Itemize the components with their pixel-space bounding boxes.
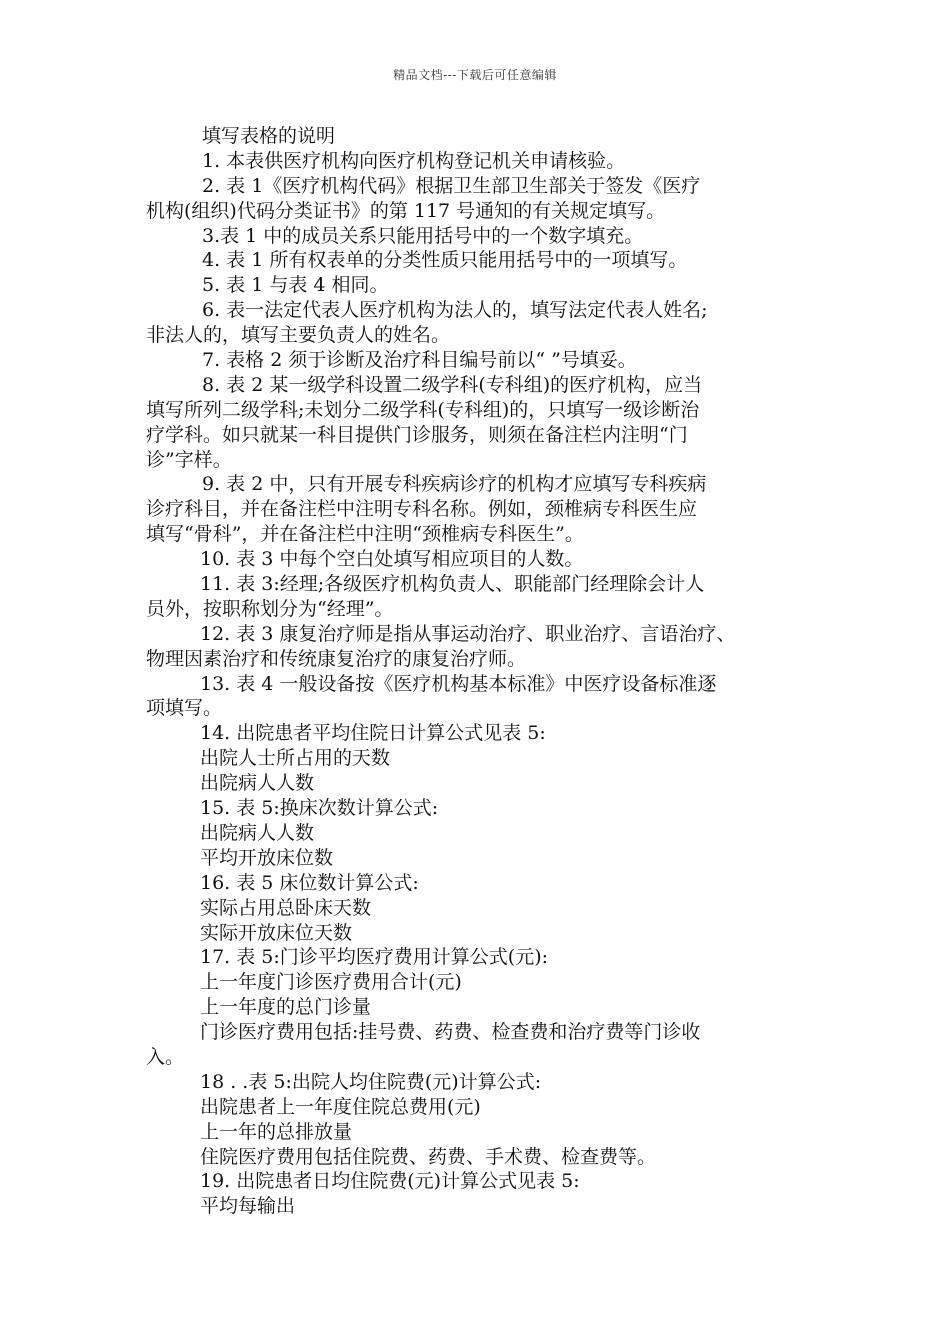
text-line: 实际开放床位天数: [200, 921, 353, 944]
text-line: 3.表 1 中的成员关系只能用括号中的一个数字填充。: [202, 224, 644, 247]
text-line: 11. 表 3:经理;各级医疗机构负责人、职能部门经理除会计人: [200, 573, 705, 596]
text-line: 物理因素治疗和传统康复治疗的康复治疗师。: [146, 647, 527, 670]
text-line: 7. 表格 2 须于诊断及治疗科目编号前以“ ”号填妥。: [202, 349, 637, 372]
text-line: 18 . .表 5:出院人均住院费(元)计算公式:: [200, 1070, 542, 1093]
text-line: 上一年度的总门诊量: [200, 996, 372, 1019]
text-line: 填写表格的说明: [202, 125, 336, 147]
text-line: 12. 表 3 康复治疗师是指从事运动治疗、职业治疗、言语治疗、: [200, 622, 736, 645]
text-line: 上一年度门诊医疗费用合计(元): [200, 971, 462, 994]
text-line: 入。: [146, 1045, 185, 1068]
text-line: 2. 表 1《医疗机构代码》根据卫生部卫生部关于签发《医疗: [202, 174, 701, 197]
text-line: 5. 表 1 与表 4 相同。: [202, 274, 389, 297]
text-line: 诊疗科目，并在备注栏中注明专科名称。例如，颈椎病专科医生应: [146, 498, 698, 521]
text-line: 15. 表 5:换床次数计算公式:: [200, 797, 439, 820]
text-line: 19. 出院患者日均住院费(元)计算公式见表 5:: [200, 1170, 580, 1193]
text-line: 疗学科。如只就某一科目提供门诊服务，则须在备注栏内注明“门: [146, 423, 688, 446]
text-line: 出院患者上一年度住院总费用(元): [200, 1095, 481, 1118]
text-line: 出院病人人数: [200, 772, 315, 795]
text-line: 4. 表 1 所有权表单的分类性质只能用括号中的一项填写。: [202, 249, 688, 272]
text-line: 1. 本表供医疗机构向医疗机构登记机关申请核验。: [202, 149, 626, 172]
text-line: 8. 表 2 某一级学科设置二级学科(专科组)的医疗机构，应当: [202, 373, 703, 396]
text-line: 实际占用总卧床天数: [200, 896, 372, 919]
text-line: 门诊医疗费用包括:挂号费、药费、检查费和治疗费等门诊收: [200, 1021, 701, 1044]
document-body: [146, 124, 816, 1219]
text-line: 员外，按职称划分为“经理”。: [146, 597, 394, 620]
text-line: 出院人士所占用的天数: [200, 747, 391, 770]
text-line: 9. 表 2 中，只有开展专科疾病诊疗的机构才应填写专科疾病: [202, 473, 707, 496]
text-line: 填写“骨科”，并在备注栏中注明“颈椎病专科医生”。: [146, 523, 584, 546]
text-line: 出院病人人数: [200, 821, 315, 844]
text-line: 平均开放床位数: [200, 846, 334, 869]
text-line: 平均每输出: [200, 1195, 296, 1218]
text-line: 机构(组织)代码分类证书》的第 117 号通知的有关规定填写。: [146, 199, 666, 222]
text-line: 填写所列二级学科;未划分二级学科(专科组)的，只填写一级诊断治: [146, 398, 700, 421]
text-line: 16. 表 5 床位数计算公式:: [200, 871, 419, 894]
page-header: 精品文档---下载后可任意编辑: [393, 68, 557, 82]
text-line: 13. 表 4 一般设备按《医疗机构基本标准》中医疗设备标准逐: [200, 672, 717, 695]
text-line: 10. 表 3 中每个空白处填写相应项目的人数。: [200, 548, 584, 571]
text-line: 14. 出院患者平均住院日计算公式见表 5:: [200, 722, 546, 745]
text-line: 诊”字样。: [146, 448, 232, 471]
text-line: 上一年的总排放量: [200, 1120, 353, 1143]
text-line: 住院医疗费用包括住院费、药费、手术费、检查费等。: [200, 1145, 657, 1168]
text-line: 17. 表 5:门诊平均医疗费用计算公式(元):: [200, 946, 549, 969]
text-line: 项填写。: [146, 697, 223, 720]
text-line: 6. 表一法定代表人医疗机构为法人的，填写法定代表人姓名;: [202, 299, 708, 322]
text-line: 非法人的，填写主要负责人的姓名。: [146, 324, 451, 347]
